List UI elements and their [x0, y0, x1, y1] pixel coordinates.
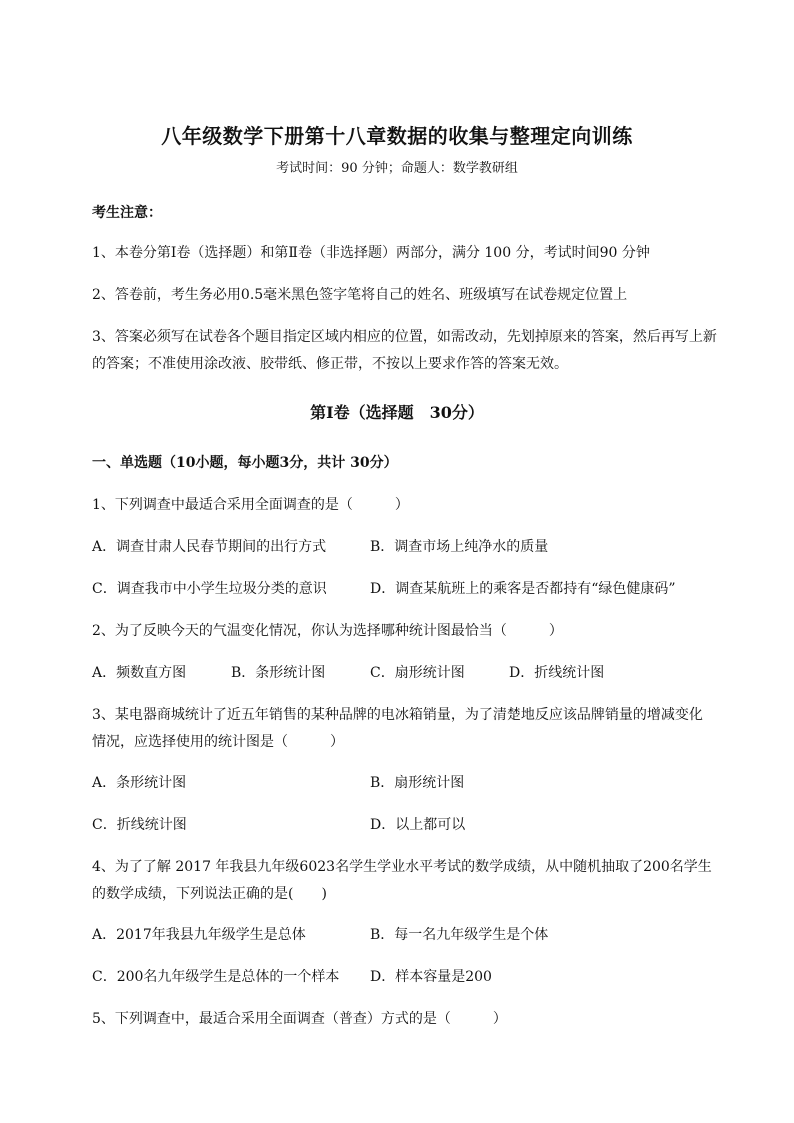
section-title: 第Ⅰ卷（选择题 30分） [310, 403, 484, 422]
q1-option-c: C．调查我市中小学生垃圾分类的意识 [92, 581, 327, 597]
part-heading: 一、单选题（10小题，每小题3分，共计 30分） [92, 455, 398, 471]
page-title: 八年级数学下册第十八章数据的收集与整理定向训练 [161, 124, 633, 148]
notice-item: 3、答案必须写在试卷各个题目指定区域内相应的位置，如需改动，先划掉原来的答案，然后再写上新 [92, 329, 717, 345]
exam-info: 考试时间：90 分钟；命题人：数学教研组 [276, 161, 518, 176]
q3-option-c: C．折线统计图 [92, 817, 187, 833]
question-1: 1、下列调查中最适合采用全面调查的是（ ） [92, 497, 409, 513]
question-3: 3、某电器商城统计了近五年销售的某种品牌的电冰箱销量，为了清楚地反应该品牌销量的增减变化 [92, 707, 703, 723]
q1-option-a: A．调查甘肃人民春节期间的出行方式 [92, 539, 327, 555]
q2-option-a: A．频数直方图 [92, 665, 187, 681]
q3-option-a: A．条形统计图 [92, 775, 187, 791]
question-5: 5、下列调查中，最适合采用全面调查（普查）方式的是（ ） [92, 1011, 507, 1027]
q3-option-d: D．以上都可以 [370, 817, 466, 833]
q3-option-b: B．扇形统计图 [370, 775, 465, 791]
q4-option-d: D．样本容量是200 [370, 969, 492, 985]
notice-item: 2、答卷前，考生务必用0.5毫米黑色签字笔将自己的姓名、班级填写在试卷规定位置上 [92, 287, 628, 303]
q2-option-c: C．扇形统计图 [370, 665, 465, 681]
q1-option-d: D．调查某航班上的乘客是否都持有“绿色健康码” [370, 581, 676, 597]
q4-option-a: A．2017年我县九年级学生是总体 [92, 927, 306, 943]
question-2: 2、为了反映今天的气温变化情况，你认为选择哪种统计图最恰当（ ） [92, 623, 563, 639]
question-4: 4、为了了解 2017 年我县九年级6023名学生学业水平考试的数学成绩，从中随机抽取了200名学生 [92, 859, 712, 875]
notice-item: 1、本卷分第Ⅰ卷（选择题）和第Ⅱ卷（非选择题）两部分，满分 100 分，考试时间90 分钟 [92, 245, 650, 261]
q4-option-b: B．每一名九年级学生是个体 [370, 927, 549, 943]
q2-option-d: D．折线统计图 [509, 665, 605, 681]
q1-option-b: B．调查市场上纯净水的质量 [370, 539, 549, 555]
q4-option-c: C．200名九年级学生是总体的一个样本 [92, 969, 340, 985]
question-3-continued: 情况，应选择使用的统计图是（ ） [92, 734, 344, 750]
notice-heading: 考生注意： [92, 205, 162, 221]
q2-option-b: B．条形统计图 [231, 665, 326, 681]
question-4-continued: 的数学成绩，下列说法正确的是( ) [92, 886, 327, 902]
notice-item-continued: 的答案；不准使用涂改液、胶带纸、修正带，不按以上要求作答的答案无效。 [92, 356, 568, 372]
